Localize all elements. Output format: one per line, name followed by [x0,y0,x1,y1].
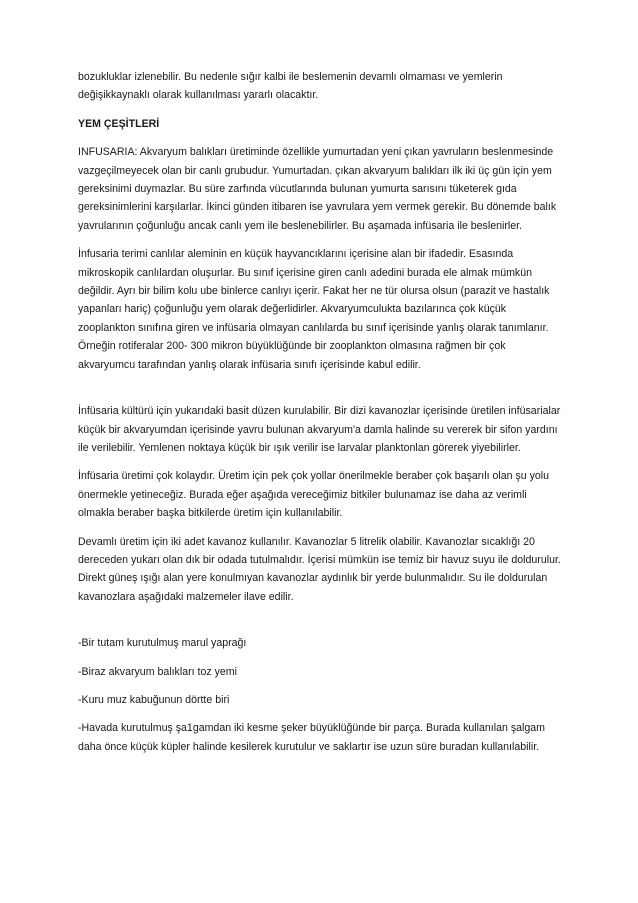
infusaria-term-paragraph: İnfusaria terimi canlılar aleminin en küçük hayvancıklarını içerisine alan bir ifadedir. Esasında mikroskopik canlılardan oluşurlar. Bu sınıf içerisine giren canlı adedini burada ele almak mümkün değildir. Ayrı bir bilim kolu ube binlerce canlıyı içerir. Fakat her ne tür olursa olsun (parazit ve hastalık yapanları hariç) çoğunluğu yem olarak değerlidirler. Akvaryumculukta bazılarınca çok küçük zooplankton sınıfına giren ve infüsaria olmayan canlılarda bu sınıf içerisinde yanlış olarak tanımlanır. Örneğin rotiferalar 200- 300 mikron büyüklüğünde bir zooplankton olmasına rağmen bir çok akvaryumcu tarafından yanlış olarak infüsaria sınıfı içerisinde kabul edilir. [78,248,550,371]
list-item: -Bir tutam kurutulmuş marul yaprağı [78,637,247,650]
continuous-production-paragraph: Devamlı üretim için iki adet kavanoz kullanılır. Kavanozlar 5 litrelik olabilir. Kavanozlar sıcaklığı 20 dereceden yukarı olan dık bir odada tutulmalıdır. İçerisi mümkün ise temiz bir havuz suyu ile doldurulur. Direkt güneş ışığı alan yere konulmıyan kavanozlar aydınlık bir yerde bulunmalıdır. Su ile doldurulan kavanozlara aşağıdaki malzemeler ilave edilir. [78,535,561,603]
list-item: -Biraz akvaryum balıkları toz yemi [78,665,237,678]
document-page [78,68,562,766]
infusaria-definition-paragraph: INFUSARIA: Akvaryum balıkları üretiminde özellikle yumurtadan yeni çıkan yavruların beslenmesinde vazgeçilmeyecek olan bir canlı grubudur. Yumurtadan. çıkan akvaryum balıkları ilk iki üç gün için yem gereksinimi duymazlar. Bu süre zarfında vücutlarında bulunan yumurta sarısını tüketerek gıda gereksinimlerini karşılarlar. İkinci günden itibaren ise yavrulara yem vermek gerekir. Bu dönemde balık yavrularının çoğunluğu ancak canlı yem ile beslenebilirler. Bu aşamada infüsaria ile beslenirler. [78,146,557,232]
list-gap [78,616,562,634]
section-heading: YEM ÇEŞİTLERİ [78,117,160,130]
list-item: -Havada kurutulmuş şa1gamdan iki kesme şeker büyüklüğünde bir parça. Burada kullanılan şalgam daha önce küçük küpler halinde kesilerek kurutulur ve saklartır ise uzun süre buradan kullanılabilir. [78,722,545,753]
culture-setup-paragraph: İnfüsaria kültürü için yukarıdaki basit düzen kurulabilir. Bir dizi kavanozlar içerisinde üretilen infüsarialar küçük bir akvaryumdan içerisinde yavru bulunan akvaryum'a damla halinde su vererek bir sifon yardını ile verilebilir. Yemlenen noktaya küçük bir ışık verilir ise larvalar planktonlan görerek yiyebilirler. [78,405,561,454]
paragraph-gap [78,384,562,402]
list-item: -Kuru muz kabuğunun dörtte biri [78,693,230,706]
intro-paragraph: bozukluklar izlenebilir. Bu nedenle sığır kalbi ile beslemenin devamlı olmaması ve yemlerin değişikkaynaklı olarak kullanılması yararlı olacaktır. [78,71,503,102]
production-method-paragraph: İnfüsaria üretimi çok kolaydır. Üretim için pek çok yollar önerilmekle beraber çok başarılı olan şu yolu önermekle yetineceğiz. Burada eğer aşağıda vereceğimiz bitkiler bulunamaz ise daha az verimli olmakla beraber başka bitkilerde üretim için kullanılabilir. [78,470,550,520]
